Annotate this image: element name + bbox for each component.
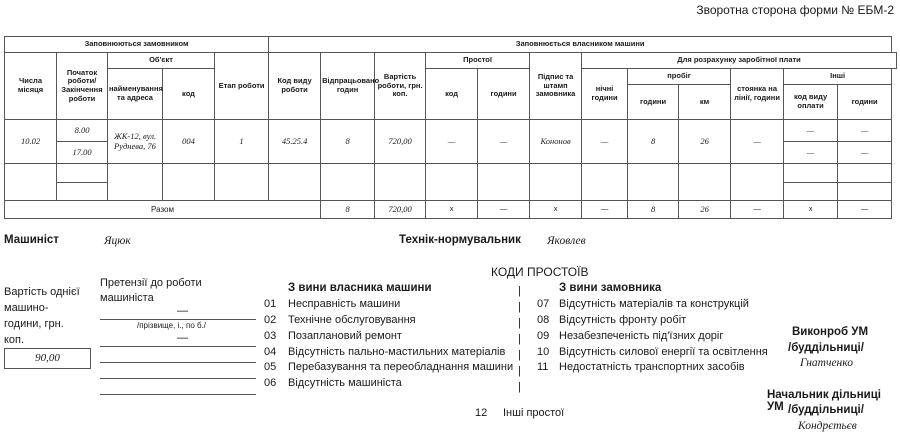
customer-code-row: 07 Відсутність матеріалів та конструкцій [537, 298, 749, 310]
col-mileage-hours: години [628, 85, 679, 120]
foreman-label-1: Виконроб УМ [792, 326, 869, 338]
total-mileage-hours: 8 [628, 201, 679, 219]
cell-night-hours: — [582, 120, 628, 164]
cell-mileage-km: 26 [679, 120, 731, 164]
empty-cell [321, 164, 375, 201]
claims-line [100, 394, 256, 395]
col-downtime-code: код [426, 69, 478, 120]
codes-separator: | | | | | | | [518, 285, 521, 393]
claims-line [100, 319, 256, 320]
col-other-hours: години [838, 85, 892, 120]
cell-other-code-1: — [806, 124, 815, 135]
technician-label: Технік-нормувальник [399, 234, 521, 246]
customer-code-row: 10 Відсутність силової енергії та освітлення [537, 346, 768, 358]
cell-work-code: 45.25.4 [269, 120, 321, 164]
cell-other-code-2: — [784, 141, 837, 163]
cost-label: Вартість однієї машино-години, грн. коп. [4, 286, 80, 346]
total-parking: — [731, 201, 784, 219]
group-customer: Заповнюються замовником [5, 37, 269, 53]
claims-label: Претензії до роботи машиніста [100, 277, 202, 304]
empty-cell [215, 164, 269, 201]
col-object-name: найменування та адреса [108, 69, 163, 120]
customer-code-row: 09 Незабезпеченість під'їзних доріг [537, 330, 724, 342]
cell-signature: Кононов [530, 120, 582, 164]
total-hours: 8 [321, 201, 375, 219]
total-night-hours: — [582, 201, 628, 219]
owner-code-row: 05 Перебазування та переобладнання машини [264, 361, 514, 373]
col-mileage-km: км [679, 85, 731, 120]
customer-fault-title: З вини замовника [559, 282, 662, 294]
owner-code-row: 01 Несправність машини [264, 298, 401, 310]
owner-code-row: 06 Відсутність машиніста [264, 377, 402, 389]
other-code-row: 12 Інші простої [475, 407, 565, 419]
total-other-hours: — [838, 201, 892, 219]
cell-hours: 8 [321, 120, 375, 164]
total-other-code: x [784, 201, 838, 219]
total-mileage-km: 26 [679, 201, 731, 219]
col-mileage: пробіг [628, 69, 731, 85]
chief-label-2: /буддільниці/ [788, 404, 864, 416]
foreman-name: Гнатченко [800, 357, 853, 369]
empty-cell [478, 164, 530, 201]
chief-name: Кондрєтьєв [798, 420, 857, 432]
form-title: Зворотна сторона форми № ЕБМ-2 [696, 3, 894, 17]
empty-cell [582, 164, 628, 201]
col-other-code: код виду оплати [784, 85, 838, 120]
col-night-hours: нічні години [582, 69, 628, 120]
cost-value: 90,00 [4, 348, 91, 369]
cell-other-hours-1: — [860, 124, 869, 135]
work-log-table [4, 36, 897, 219]
total-downtime-code: x [426, 201, 478, 219]
col-hours-worked: Відпрацьовано годин [321, 53, 375, 120]
empty-cell [108, 164, 163, 201]
col-signature: Підпис та штамп замовника [530, 53, 582, 120]
group-salary: Для розрахунку заробітної плати [582, 53, 897, 69]
col-downtime: Простої [426, 53, 530, 69]
col-object: Об'єкт [108, 53, 215, 69]
cell-end: 17.00 [57, 141, 107, 163]
customer-code-row: 08 Відсутність фронту робіт [537, 314, 687, 326]
claims-line [100, 378, 256, 379]
claims-dash-2: — [177, 332, 188, 344]
owner-code-row: 04 Відсутність пально-мастильних матеріалів [264, 346, 506, 358]
cell-other-hours-2: — [838, 141, 891, 163]
cell-mileage-hours: 8 [628, 120, 679, 164]
total-signature: x [530, 201, 582, 219]
col-work-code: Код виду роботи [269, 53, 321, 120]
cell-object-code: 004 [163, 120, 215, 164]
cell-object-name: ЖК-12, вул. Руднева, 76 [108, 120, 163, 164]
total-downtime-hours: — [478, 201, 530, 219]
owner-code-row: 03 Позаплановий ремонт [264, 330, 402, 342]
owner-fault-title: З вини власника машини [288, 282, 432, 294]
claims-line [100, 346, 256, 347]
claims-line [100, 362, 256, 363]
cell-cost: 720,00 [375, 120, 426, 164]
customer-code-row: 11 Недостатність транспортних засобів [537, 361, 745, 373]
foreman-label-2: /буддільниці/ [788, 342, 864, 354]
chief-label-1: Начальник дільниці УМ [767, 389, 881, 413]
technician-name: Яковлев [547, 235, 586, 247]
cell-downtime-code: — [426, 120, 478, 164]
empty-cell [163, 164, 215, 201]
cell-date: 10.02 [5, 120, 57, 164]
owner-code-row: 02 Технічне обслуговування [264, 314, 416, 326]
claims-dash-1: — [177, 305, 188, 317]
driver-name: Яцюк [104, 235, 131, 247]
empty-cell [426, 164, 478, 201]
empty-cell [731, 164, 784, 201]
col-stage: Етап роботи [215, 53, 269, 120]
empty-cell [5, 164, 57, 201]
col-parking: стоянка на лінії, години [731, 69, 784, 120]
col-date: Числа місяця [5, 53, 57, 120]
col-object-code: код [163, 69, 215, 120]
empty-cell [628, 164, 679, 201]
col-start: Початок роботи/ Закінчення роботи [57, 53, 108, 120]
driver-label: Машиніст [4, 234, 59, 246]
group-owner: Заповнюється власником машини [269, 37, 892, 53]
codes-title: КОДИ ПРОСТОЇВ [491, 265, 589, 279]
empty-cell [269, 164, 321, 201]
total-label: Разом [5, 201, 321, 219]
cell-stage: 1 [215, 120, 269, 164]
col-other: Інші [784, 69, 892, 85]
cell-start: 8.00 [74, 124, 90, 135]
empty-cell [679, 164, 731, 201]
total-cost: 720,00 [375, 201, 426, 219]
empty-cell [375, 164, 426, 201]
empty-cell [530, 164, 582, 201]
col-downtime-hours: години [478, 69, 530, 120]
claims-caption: /прізвище, і., по б./ [137, 321, 207, 330]
col-cost: Вартість роботи, грн. коп. [375, 53, 426, 120]
cell-downtime-hours: — [478, 120, 530, 164]
cell-parking: — [731, 120, 784, 164]
